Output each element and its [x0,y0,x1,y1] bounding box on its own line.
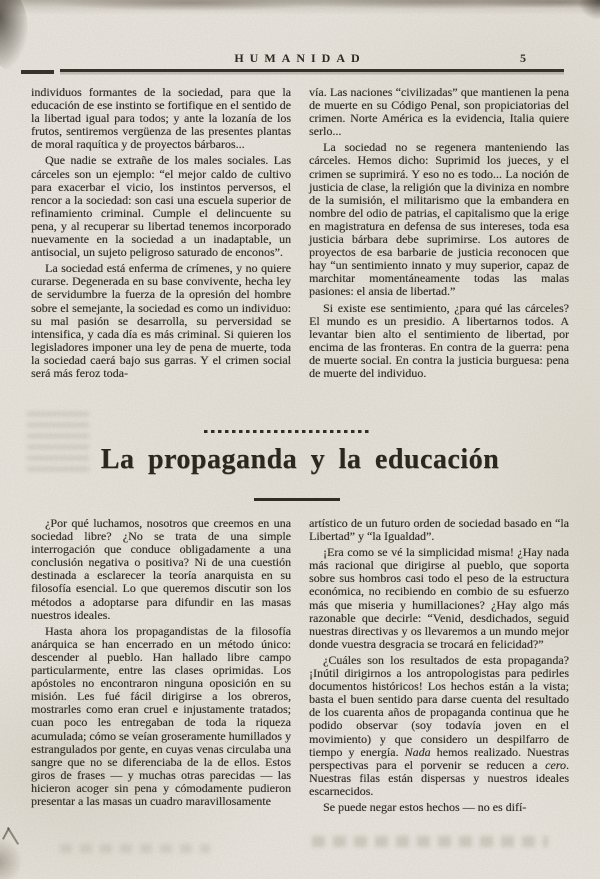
paragraph: ¿Por qué luchamos, nosotros que creemos en una sociedad libre? ¿No se trata de una simple interrogación que conduce obligadamente a una conclusión negativa o positiva? Ni de una cuestión destinada a esclarecer la teoría anarquista en su filosofía esencial. Lo que queremos discutir son los métodos a adoptarse para difundir en las masas nuestros ideales. [31,517,291,622]
header-rule [60,69,564,72]
ink-bleedthrough-smear [27,412,89,478]
column-left [31,517,291,817]
title-underline [254,498,340,501]
ink-bleedthrough-smear [60,844,210,853]
paragraph: Que nadie se extrañe de los males sociales. Las cárceles son un ejemplo: “el mejor caldo de cultivo para exacerbar el vicio, los instintos perversos, el rencor a la sociedad: son casi una escuela superior de refinamiento criminal. Cumple el delincuente su pena, y al recuperar su libertad tenemos incorporado nuevamente en la sociedad a un inadaptable, un antisocial, un sujeto peligroso saturado de enconos”. [31,153,291,260]
column-left [31,86,291,383]
paragraph: Si existe ese sentimiento, ¿para qué las cárceles? El mundo es un presidio. A libertarnos todos. A levantar bien alto el sentimiento de libertad, por encima de las fronteras. En contra de la guerra: pena de muerte social. En contra la justicia burguesa: pena de muerte del individuo. [309,300,569,380]
paragraph: individuos formantes de la sociedad, para que la educación de ese instinto se fortifique en el sentido de la libertad igual para todos; y ante la lozanía de los frutos, sentiremos vergüenza de las presentes plantas de moral raquítica y de proyectos bárbaros... [31,86,291,152]
paragraph: Hasta ahora los propagandistas de la filosofía anárquica se han encerrado en un método único: descender al pueblo. Han hallado libre campo particularmente, entre las clases oprimidas. Los apóstoles no encontraron ninguna oposición en su misión. Les fué fácil dirigirse a los obreros, mostrarles como eran cruel e injustamente tratados; cuan poco les entregaban de toda la riqueza acumulada; cómo se veían groseramente humillados y estrangulados por gente, en cuyas venas circulaba una sangre que no se diferenciaba de la de ellos. Estos giros de frases — y muchas otras parecidas — las hicieron acoger sin pena y cómodamente pudieron presentar a las masas un cuadro maravillosamente [31,623,291,808]
paragraph: Se puede negar estos hechos — no es difí- [323,799,527,814]
column-right [309,517,569,817]
ink-bleedthrough-smear [312,836,548,847]
paragraph: ¡Era como se vé la simplicidad misma! ¿Hay nada más racional que dirigirse al pueblo, que soporta sobre sus hombros casi todo el peso de la estructura económica, no recibiendo en combio de su esfuerzo más que miseria y humillaciones? ¿Hay algo más razonable que decirle: “Venid, desdichados, seguid nuestras directivas y os llevaremos a un mundo mejor donde vuestra desgracia se trocará en felicidad?” [309,545,569,651]
paragraph: artístico de un futuro orden de sociedad basado en “la Libertad” y “la Igualdad”. [309,517,569,544]
page-number: 5 [520,51,526,65]
article-title: La propaganda y la educación [100,444,500,475]
page-header [30,51,570,67]
scan-blot-top-right [578,0,600,20]
paragraph: La sociedad está enferma de crímenes, y no quiere curarse. Degenerada en su base convivente, hecha ley de servidumbre la fuerza de la opresión del hombre sobre el semejante, la sociedad es como un individuo: su mal pasión se desarrolla, su perversidad se intensifica, y cada día es más criminal. Si quieren los legisladores imponer una ley de pena de muerte, toda la sociedad caerá bajo sus garras. Y el crimen social será más feroz toda- [31,261,291,380]
header-rule-dash [21,70,54,74]
column-right [309,86,569,383]
scan-edge-smudge [0,0,600,15]
scan-blot-top-left [0,0,28,70]
scan-blot-bottom-left [0,838,22,879]
article-continuation [31,86,569,383]
section-divider-dotted [204,430,372,433]
article-body [31,517,569,817]
paragraph: ¿Cuáles son los resultados de esta propaganda? ¡Inútil dirigirnos a los antropologistas para pedirles documentos históricos! Los hechos están a la vista; basta el buen sentido para darse cuenta del resultado de los cuarenta años de propaganda continua que he podido observar (soy todavía joven en el movimiento) y que considero un despilfarro de tiempo y energía. Nada hemos realizado. Nuestras perspectivas para el porvenir se reducen a cero. Nuestras filas están dispersas y nuestros ideales escarnecidos. [309,652,569,798]
paragraph: vía. Las naciones “civilizadas” que mantienen la pena de muerte en su Código Penal, son propiciatorias del crimen. Norte América es la evidencia, Italia quiere serlo... [309,86,569,139]
paragraph: La sociedad no se regenera manteniendo las cárceles. Hemos dicho: Suprimid los jueces, y el crimen se suprimirá. Y eso no es todo... La noción de justicia de clase, la religión que la diviniza en nombre de la sumisión, el militarismo que la embandera en nombre del odio de patrias, el capitalismo que la erige en magistratura en defensa de sus intereses, toda esa justicia bárbara debe suprimirse. Los autores de proyectos de esa barbarie de justicia reconocen que hay “un sentimiento innato y muy superior, capaz de marchitar momentáneamente todas las malas pasiones: el ansia de libertad.” [309,140,569,299]
masthead-title: HUMANIDAD [234,51,366,65]
